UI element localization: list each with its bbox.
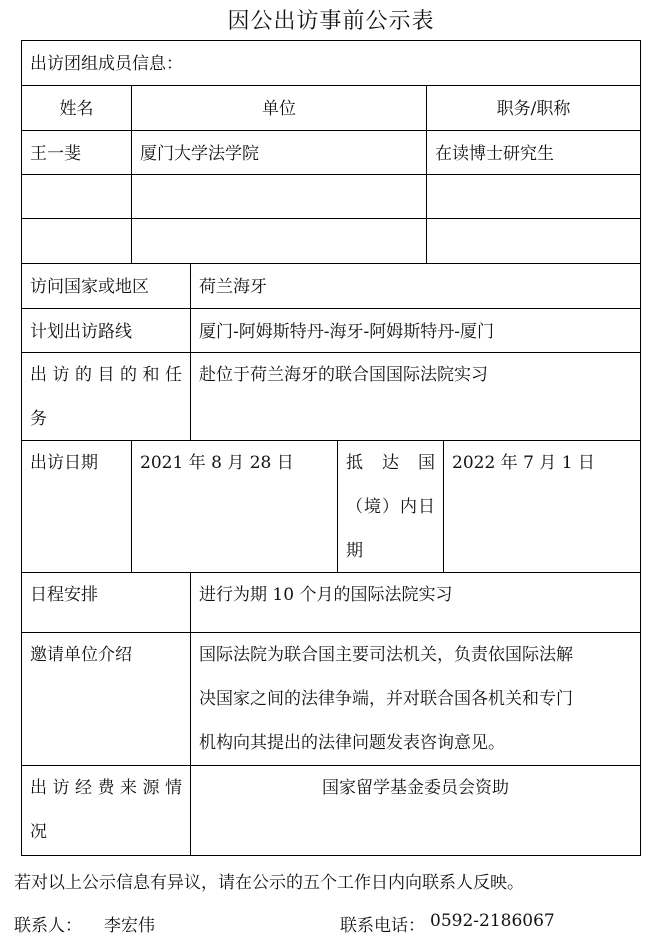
member-name: 王一斐	[21, 130, 131, 174]
member-name	[21, 218, 131, 263]
objection-notice: 若对以上公示信息有异议，请在公示的五个工作日内向联系人反映。	[14, 873, 524, 893]
member-position: 在读博士研究生	[426, 130, 640, 174]
route-label: 计划出访路线	[21, 308, 190, 352]
members-header: 出访团组成员信息：	[21, 40, 640, 85]
invite-text-line: 决国家之间的法律争端，并对联合国各机关和专门	[199, 689, 573, 709]
contact-person-label: 联系人：	[14, 916, 82, 936]
date-label: 出访日期	[21, 440, 131, 572]
member-unit	[131, 218, 426, 263]
column-header-position: 职务/职称	[426, 85, 640, 130]
purpose-label-line: 务	[30, 409, 47, 429]
return-date-label-line: （境）内日	[346, 497, 435, 517]
funding-value: 国家留学基金委员会资助	[190, 765, 640, 855]
funding-label	[21, 765, 190, 855]
country-value: 荷兰海牙	[190, 263, 640, 308]
invite-label: 邀请单位介绍	[21, 632, 190, 765]
invite-text-line: 国际法院为联合国主要司法机关，负责依国际法解	[199, 645, 573, 665]
contact-person-name: 李宏伟	[104, 916, 155, 936]
contact-phone-value: 0592-2186067	[430, 911, 555, 931]
column-header-name: 姓名	[21, 85, 131, 130]
purpose-label-line: 出访的目的和任	[30, 365, 182, 385]
invite-value	[190, 632, 640, 765]
page-title: 因公出访事前公示表	[227, 9, 435, 34]
return-date-label-line: 抵 达 国	[346, 453, 435, 473]
member-unit: 厦门大学法学院	[131, 130, 426, 174]
member-name	[21, 174, 131, 218]
purpose-label	[21, 352, 190, 440]
schedule-label: 日程安排	[21, 572, 190, 632]
route-value: 厦门-阿姆斯特丹-海牙-阿姆斯特丹-厦门	[190, 308, 640, 352]
column-header-unit: 单位	[131, 85, 426, 130]
return-date-value: 2022 年 7 月 1 日	[443, 440, 640, 572]
funding-label-line: 出访经费来源情	[30, 778, 182, 798]
funding-label-line: 况	[30, 822, 47, 842]
purpose-value: 赴位于荷兰海牙的联合国国际法院实习	[190, 352, 640, 440]
table-border-bottom	[21, 855, 641, 856]
date-value: 2021 年 8 月 28 日	[131, 440, 337, 572]
schedule-value: 进行为期 10 个月的国际法院实习	[190, 572, 640, 632]
return-date-label-line: 期	[346, 541, 363, 561]
table-border-right	[640, 40, 641, 856]
country-label: 访问国家或地区	[21, 263, 190, 308]
member-position	[426, 218, 640, 263]
invite-text-line: 机构向其提出的法律问题发表咨询意见。	[199, 733, 505, 753]
member-unit	[131, 174, 426, 218]
disclosure-form	[21, 40, 640, 855]
member-position	[426, 174, 640, 218]
contact-phone-label: 联系电话：	[340, 916, 425, 936]
return-date-label	[337, 440, 443, 572]
